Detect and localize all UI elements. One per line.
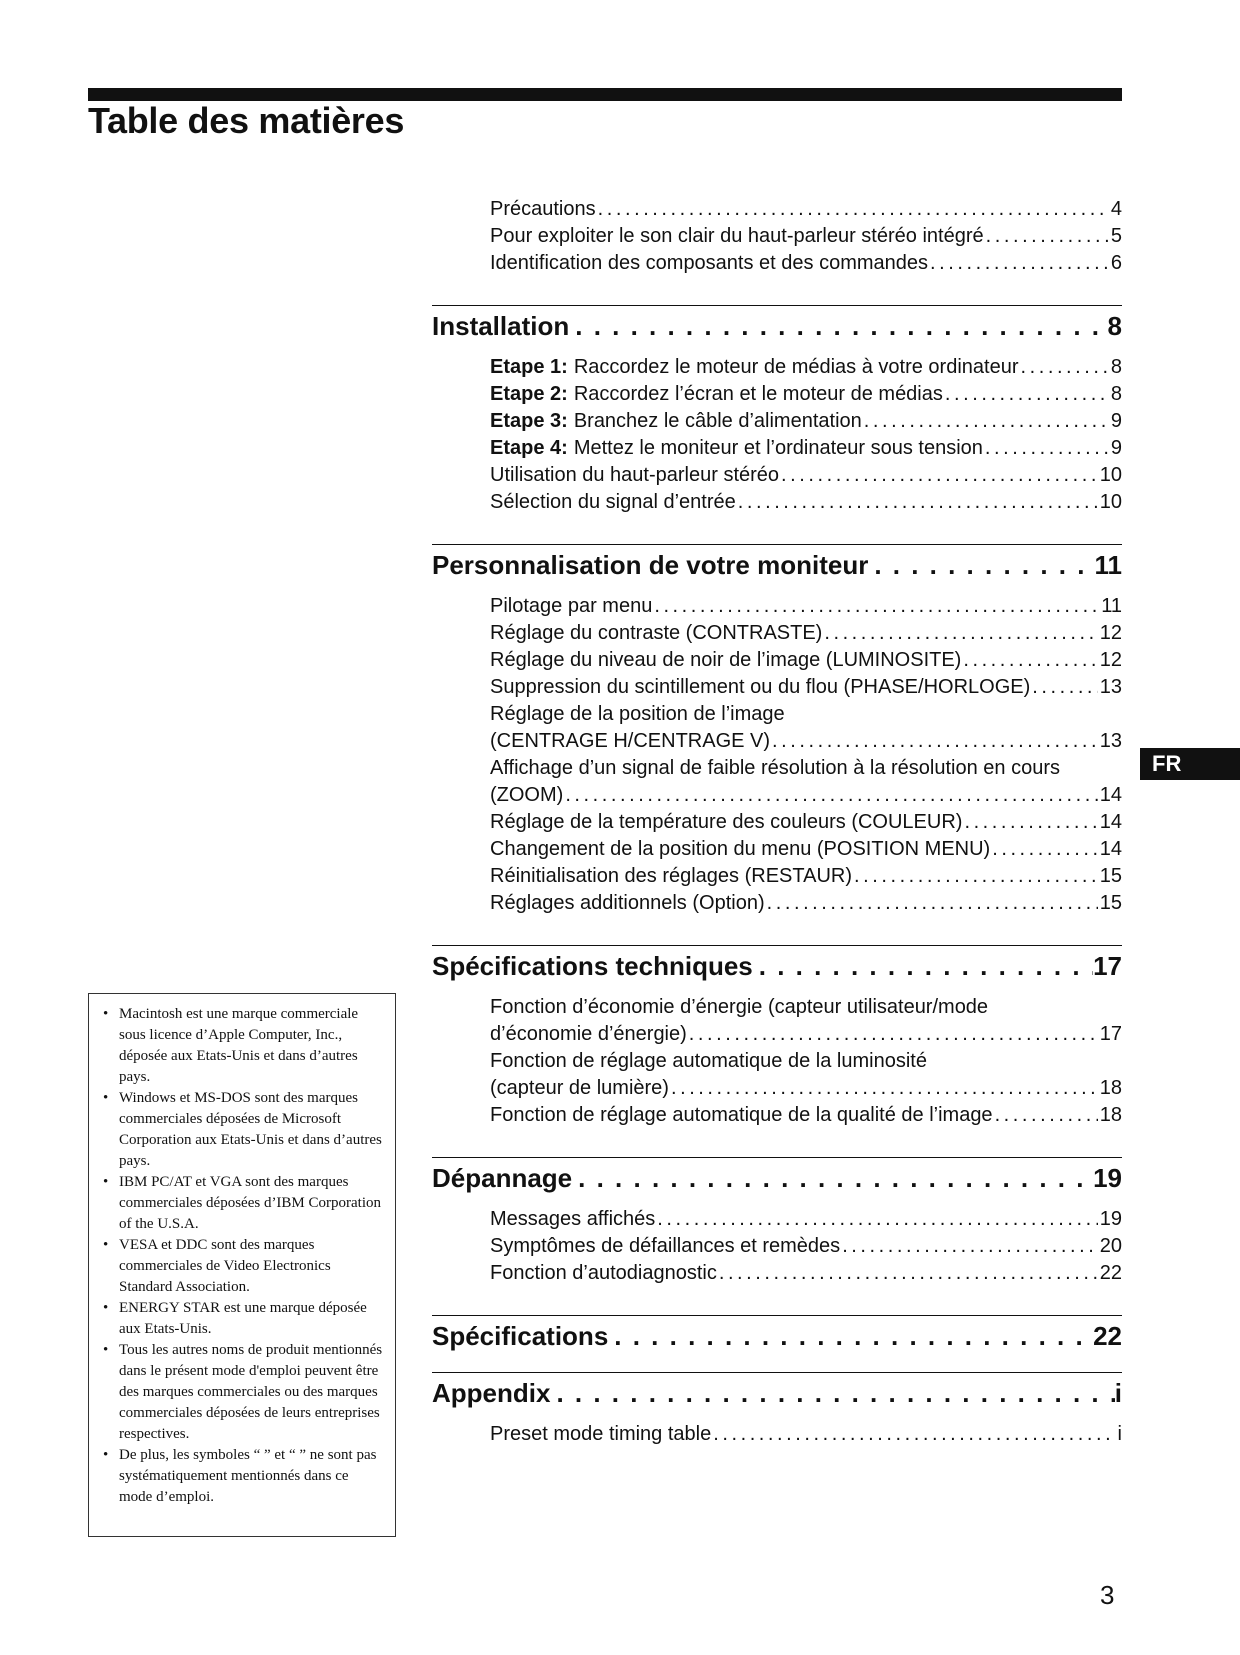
toc-entry-page: 13 [1099,730,1122,752]
trademark-note: • Windows et MS-DOS sont des marques commerciales déposées de Microsoft Corporation aux Etats-Unis et dans d’autres pays. [101,1088,385,1172]
step-label: Etape 2: [490,383,568,405]
toc-entry-page: 14 [1099,838,1122,860]
dot-leader [1020,354,1108,381]
toc-entry-label: Pilotage par menu [490,595,653,617]
toc-entry-page: 6 [1110,252,1122,274]
section-heading-page: 19 [1093,1163,1122,1193]
toc-entry-label: Identification des composants et des commandes [490,252,929,274]
dot-leader [657,1206,1097,1233]
toc-entry-label: Réglage de la température des couleurs (COULEUR) [490,811,963,833]
section-heading-page: 11 [1094,550,1122,580]
dot-leader [824,620,1097,647]
trademark-note: • Tous les autres noms de produit mentionnés dans le présent mode d'emploi peuvent être des marques commerciales ou des marques commerciales déposées de leurs entreprises respectives. [101,1340,385,1445]
toc-entry-label [490,354,1018,381]
step-text: Raccordez le moteur de médias à votre ordinateur [573,356,1019,378]
toc-entry-label: Précautions [490,198,596,220]
dot-leader [614,1316,1093,1356]
step-text: Branchez le câble d’alimentation [573,410,862,432]
toc-entry-page: 14 [1099,784,1122,806]
dot-leader [713,1421,1115,1448]
toc-entry-page: 19 [1099,1208,1122,1230]
dot-leader [719,1260,1098,1287]
toc-entry-page: 17 [1099,1023,1122,1045]
section-heading-label: Spécifications techniques [432,951,753,981]
dot-leader [772,728,1098,755]
toc-entry[interactable] [432,1260,1122,1287]
toc-entry-label: Preset mode timing table [490,1423,712,1445]
toc-entry-first-line: Réglage de la position de l’image [490,703,785,725]
toc-entry[interactable] [432,489,1122,516]
section-heading[interactable] [432,545,1122,585]
toc-entry-page: 18 [1099,1077,1122,1099]
toc-entry[interactable] [432,674,1122,701]
toc-entry-label: Suppression du scintillement ou du flou (PHASE/HORLOGE) [490,676,1031,698]
dot-leader [963,647,1097,674]
toc-entry-label: Réglage du niveau de noir de l’image (LUMINOSITE) [490,649,962,671]
toc-entry-page: 4 [1110,198,1122,220]
toc-entry-first-line: Fonction de réglage automatique de la luminosité [490,1050,927,1072]
section-heading-label: Installation [432,311,570,341]
dot-leader [575,306,1107,346]
section-installation [432,305,1122,516]
dot-leader [689,1021,1098,1048]
toc-entry[interactable] [432,1206,1122,1233]
toc-entry-page: 22 [1099,1262,1122,1284]
toc-entry[interactable] [432,462,1122,489]
toc-entry-page: 13 [1099,676,1122,698]
toc-entry-page: 5 [1110,225,1122,247]
toc-entry-page: 10 [1099,491,1122,513]
trademark-note: • De plus, les symboles “ ” et “ ” ne sont pas systématiquement mentionnés dans ce mode d’emploi. [101,1445,385,1508]
toc-entry-page: 10 [1099,464,1122,486]
toc-entry-page: 14 [1099,811,1122,833]
trademark-note: • IBM PC/AT et VGA sont des marques commerciales déposées d’IBM Corporation of the U.S.A. [101,1172,385,1235]
dot-leader [986,223,1109,250]
step-text: Mettez le moniteur et l’ordinateur sous tension [573,437,983,459]
section-heading-page: i [1114,1378,1122,1408]
section-specifications-techniques [432,945,1122,1129]
toc-entry-page: 18 [1099,1104,1122,1126]
dot-leader [842,1233,1098,1260]
language-tab: FR [1140,748,1240,780]
toc-entry[interactable] [432,1102,1122,1129]
step-label: Etape 1: [490,356,568,378]
toc-entry[interactable] [432,620,1122,647]
toc-entry[interactable] [432,1075,1122,1102]
toc-entry-page: 9 [1110,410,1122,432]
toc-entry-page: 15 [1099,892,1122,914]
section-appendix [432,1372,1122,1448]
section-personnalisation [432,544,1122,917]
toc-entry-label [490,408,862,435]
toc-entry-label: Symptômes de défaillances et remèdes [490,1235,841,1257]
intro-entries [432,196,1122,277]
dot-leader [1032,674,1098,701]
toc-entry-label: Réinitialisation des réglages (RESTAUR) [490,865,852,887]
dot-leader [759,946,1093,986]
toc-entry-page: 15 [1099,865,1122,887]
toc-entry[interactable] [432,782,1122,809]
toc-entry-identification[interactable] [432,250,1122,277]
toc-entry[interactable] [432,836,1122,863]
toc-entry[interactable] [432,863,1122,890]
trademark-notes-box [88,993,396,1537]
dot-leader [654,593,1099,620]
section-specifications [432,1315,1122,1356]
toc-entry-precautions[interactable] [432,196,1122,223]
toc-entry-label: (capteur de lumière) [490,1077,669,1099]
toc-entry[interactable] [432,647,1122,674]
toc-entry-label [490,381,943,408]
toc-entry-page: i [1117,1423,1122,1445]
section-heading-page: 8 [1107,311,1122,341]
toc-entry-label: (CENTRAGE H/CENTRAGE V) [490,730,771,752]
dot-leader [556,1373,1114,1413]
page-number: 3 [1100,1580,1115,1610]
toc-entry-label: (ZOOM) [490,784,564,806]
step-label: Etape 3: [490,410,568,432]
dot-leader [985,435,1109,462]
toc-entry-label: Sélection du signal d’entrée [490,491,736,513]
section-heading[interactable] [432,946,1122,986]
dot-leader [992,836,1098,863]
section-heading[interactable] [432,306,1122,346]
section-heading-label: Spécifications [432,1321,609,1351]
toc-entry[interactable] [432,593,1122,620]
toc-entry[interactable] [432,809,1122,836]
toc-entry[interactable] [432,354,1122,381]
step-text: Raccordez l’écran et le moteur de médias [573,383,943,405]
toc-entry[interactable] [432,1421,1122,1448]
toc-entry-first-line: Affichage d’un signal de faible résolution à la résolution en cours [490,757,1060,779]
trademark-note: • VESA et DDC sont des marques commerciales de Video Electronics Standard Association. [101,1235,385,1298]
table-of-contents [432,196,1122,1448]
trademark-note: • Macintosh est une marque commerciale sous licence d’Apple Computer, Inc., déposée aux Etats-Unis et dans d’autres pays. [101,1004,385,1088]
toc-entry-page: 11 [1101,595,1122,617]
dot-leader [578,1158,1093,1198]
page-title: Table des matières [88,100,405,141]
toc-entry-page: 20 [1099,1235,1122,1257]
toc-entry-first-line: Fonction d’économie d’énergie (capteur utilisateur/mode [490,996,989,1018]
dot-leader [874,545,1094,585]
dot-leader [738,489,1098,516]
dot-leader [854,863,1098,890]
toc-entry-label: Messages affichés [490,1208,656,1230]
section-depannage [432,1157,1122,1287]
section-heading-label: Dépannage [432,1163,573,1193]
section-heading[interactable] [432,1316,1122,1356]
toc-entry[interactable] [432,381,1122,408]
toc-entry[interactable] [432,408,1122,435]
dot-leader [995,1102,1098,1129]
toc-entry-label: Réglages additionnels (Option) [490,892,765,914]
section-heading[interactable] [432,1373,1122,1413]
toc-entry-label: Changement de la position du menu (POSITION MENU) [490,838,991,860]
toc-entry-page: 8 [1110,356,1122,378]
step-label: Etape 4: [490,437,568,459]
section-heading-page: 17 [1093,951,1122,981]
dot-leader [864,408,1109,435]
toc-entry[interactable] [432,1233,1122,1260]
dot-leader [930,250,1109,277]
toc-entry-label [490,435,983,462]
toc-entry-page: 12 [1099,622,1122,644]
section-heading-page: 22 [1093,1321,1122,1351]
toc-entry-label: Fonction de réglage automatique de la qualité de l’image [490,1104,993,1126]
dot-leader [671,1075,1098,1102]
toc-entry-label: Fonction d’autodiagnostic [490,1262,717,1284]
section-heading-label: Personnalisation de votre moniteur [432,550,869,580]
toc-entry-haut-parleur[interactable] [432,223,1122,250]
toc-entry-label: Utilisation du haut-parleur stéréo [490,464,780,486]
dot-leader [964,809,1097,836]
toc-entry[interactable] [432,1021,1122,1048]
dot-leader [781,462,1098,489]
toc-entry-page: 9 [1110,437,1122,459]
dot-leader [767,890,1098,917]
section-heading[interactable] [432,1158,1122,1198]
trademark-note: • ENERGY STAR est une marque déposée aux Etats-Unis. [101,1298,385,1340]
toc-entry-page: 8 [1110,383,1122,405]
dot-leader [565,782,1097,809]
toc-entry[interactable] [432,435,1122,462]
toc-entry-label: Réglage du contraste (CONTRASTE) [490,622,823,644]
dot-leader [598,196,1109,223]
toc-entry[interactable] [432,728,1122,755]
dot-leader [945,381,1109,408]
toc-entry-page: 12 [1099,649,1122,671]
toc-entry-label: Pour exploiter le son clair du haut-parleur stéréo intégré [490,225,984,247]
section-heading-label: Appendix [432,1378,551,1408]
toc-entry-label: d’économie d’énergie) [490,1023,687,1045]
toc-entry[interactable] [432,890,1122,917]
